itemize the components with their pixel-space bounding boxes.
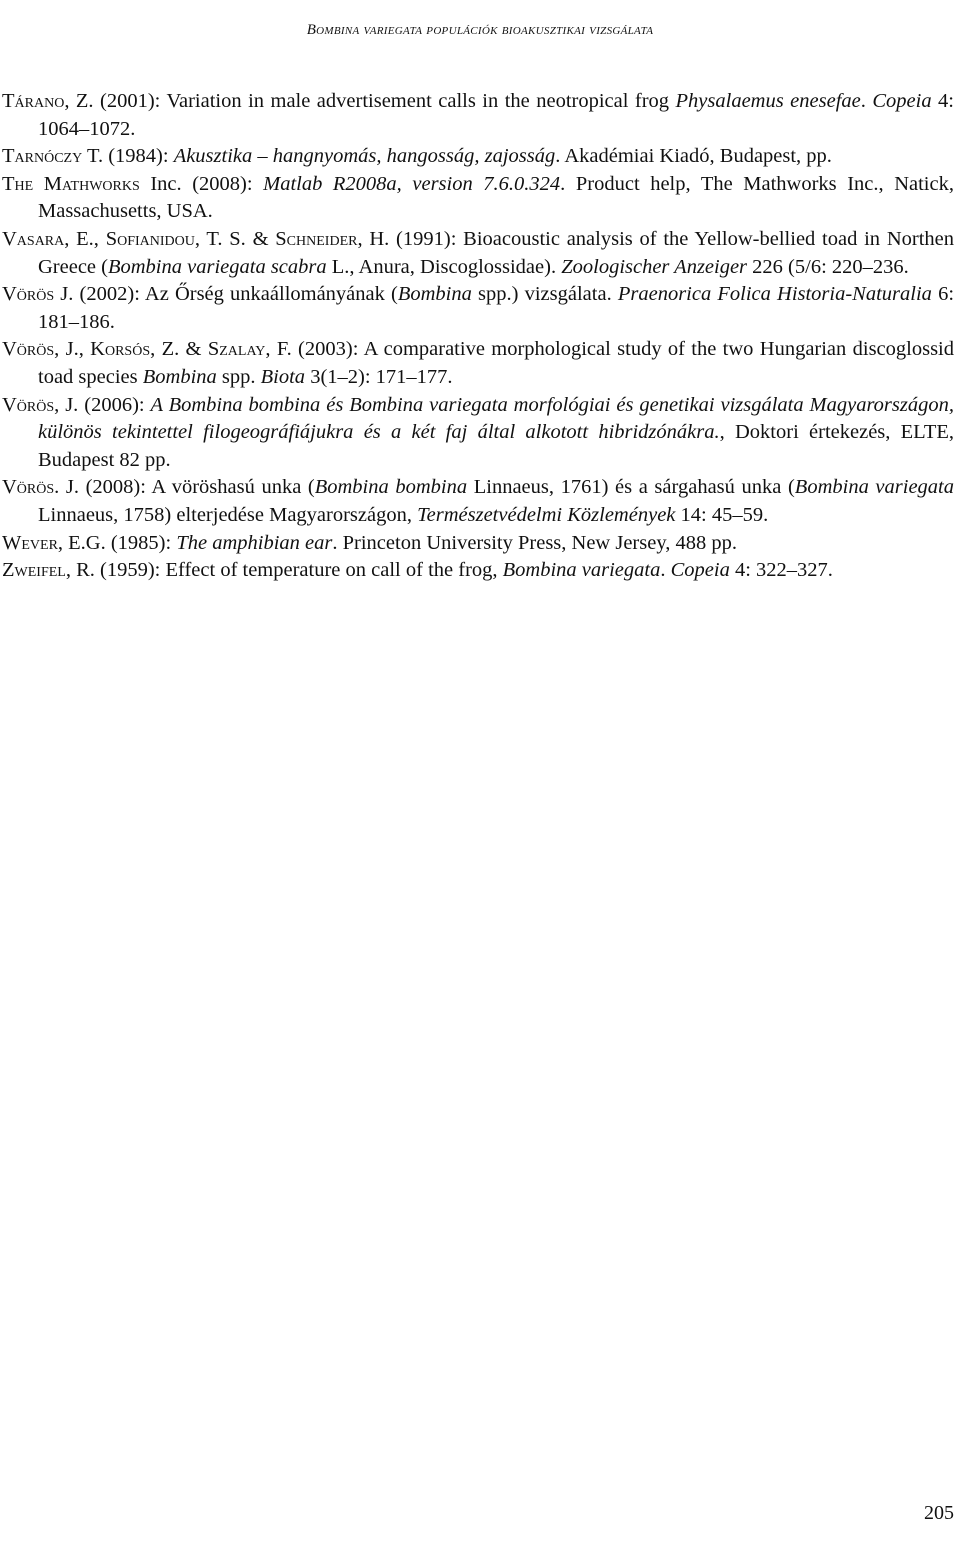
- italic-text: Praenorica Folica Historia-Naturalia: [617, 283, 932, 306]
- reference-entry: [2, 530, 954, 558]
- reference-entry: [2, 88, 954, 143]
- reference-text: 4: 322–327.: [729, 559, 833, 582]
- reference-entry: [2, 281, 954, 336]
- reference-text: , E.G. (1985):: [57, 531, 177, 554]
- author-name: Tarnóczy: [2, 145, 83, 168]
- author-name: Vörös: [2, 476, 55, 499]
- reference-text: .: [860, 90, 873, 112]
- reference-text: , Z. &: [150, 338, 208, 361]
- reference-entry: [2, 226, 954, 281]
- italic-text: Természetvédelmi Közlemények: [417, 503, 676, 526]
- italic-text: Copeia: [670, 559, 730, 582]
- italic-text: Biota: [260, 365, 306, 388]
- reference-entry: [2, 143, 954, 171]
- reference-text: L., Anura, Discoglossidae).: [326, 255, 562, 278]
- reference-text: , E.,: [64, 227, 106, 250]
- reference-list: [2, 88, 954, 585]
- reference-text: 14: 45–59.: [675, 503, 769, 526]
- page-number: 205: [924, 1502, 954, 1524]
- reference-text: , Doktori értekezés, ELTE, Budapest 82 pp.: [38, 421, 954, 471]
- author-name: The Mathworks: [2, 172, 140, 195]
- reference-text: J. (2002): Az Őrség unkaállományának (: [54, 283, 398, 306]
- reference-text: . J. (2008): A vöröshasú unka (: [54, 476, 315, 499]
- reference-text: . Princeton University Press, New Jersey, 488 pp.: [332, 531, 737, 554]
- reference-text: 226 (5/6: 220–236.: [747, 255, 909, 278]
- author-name: Zweifel: [2, 559, 66, 582]
- author-name: Vörös: [2, 338, 55, 361]
- author-name: Sofianidou: [105, 227, 195, 250]
- italic-text: Bombina: [397, 283, 472, 306]
- author-name: Korsós: [90, 338, 151, 361]
- reference-text: .: [660, 559, 671, 582]
- reference-entry: [2, 171, 954, 226]
- italic-text: Bombina variegata scabra: [107, 255, 327, 278]
- italic-text: Bombina bombina: [314, 476, 468, 499]
- italic-text: A Bombina bombina és Bombina variegata morfológiai és genetikai vizsgálata Magyarországon, különös tekintettel filogeográfiájukra és a két faj által alkotott hibridzónákra.: [38, 393, 954, 444]
- italic-text: Physalaemus enesefae: [675, 90, 861, 112]
- running-header: [0, 22, 960, 39]
- reference-text: T. (1984):: [82, 145, 174, 168]
- italic-text: Zoologischer Anzeiger: [561, 255, 748, 278]
- reference-text: , F. (2003): A comparative morphological study of the two Hungarian discoglossid toad species: [38, 338, 954, 388]
- reference-entry: [2, 392, 954, 475]
- reference-text: 4: 1064–1072.: [38, 90, 954, 140]
- reference-text: spp.: [216, 365, 261, 388]
- author-name: Wever: [2, 531, 58, 554]
- italic-text: Matlab R2008a, version 7.6.0.324: [263, 172, 561, 195]
- author-name: Vasara: [2, 227, 65, 250]
- reference-text: 6: 181–186.: [38, 283, 955, 333]
- italic-text: Bombina variegata: [794, 476, 954, 499]
- reference-entry: [2, 557, 954, 585]
- reference-text: spp.) vizsgálata.: [471, 283, 618, 306]
- reference-text: , Z. (2001): Variation in male advertisement calls in the neotropical frog: [64, 90, 676, 112]
- reference-text: , H. (1991): Bioacoustic analysis of the Yellow-bellied toad in Northen Greece (: [38, 227, 954, 278]
- author-name: Vörös: [2, 283, 55, 306]
- italic-text: Bombina variegata: [502, 559, 661, 582]
- reference-entry: [2, 474, 954, 529]
- italic-text: The amphibian ear: [176, 531, 333, 554]
- reference-text: Linnaeus, 1761) és a sárgahasú unka (: [467, 476, 795, 499]
- reference-entry: [2, 336, 954, 391]
- italic-text: Bombina: [142, 365, 217, 388]
- reference-text: . Product help, The Mathworks Inc., Natick, Massachusetts, USA.: [38, 172, 954, 223]
- reference-text: , T. S. &: [194, 227, 276, 250]
- reference-text: , J.,: [54, 338, 91, 361]
- author-name: Tárano: [2, 90, 65, 112]
- reference-text: , J. (2006):: [54, 393, 151, 416]
- reference-text: Linnaeus, 1758) elterjedése Magyarországon,: [38, 503, 418, 526]
- reference-text: Inc. (2008):: [139, 172, 264, 195]
- italic-text: Copeia: [872, 90, 932, 112]
- reference-text: , R. (1959): Effect of temperature on call of the frog,: [65, 559, 503, 582]
- running-header-text: Bombina variegata populációk bioakusztikai vizsgálata: [306, 22, 654, 38]
- reference-text: 3(1–2): 171–177.: [305, 365, 453, 388]
- italic-text: Akusztika – hangnyomás, hangosság, zajosság: [173, 145, 556, 168]
- author-name: Vörös: [2, 393, 55, 416]
- author-name: Schneider: [275, 227, 358, 250]
- reference-text: . Akadémiai Kiadó, Budapest, pp.: [555, 145, 832, 168]
- author-name: Szalay: [207, 338, 266, 361]
